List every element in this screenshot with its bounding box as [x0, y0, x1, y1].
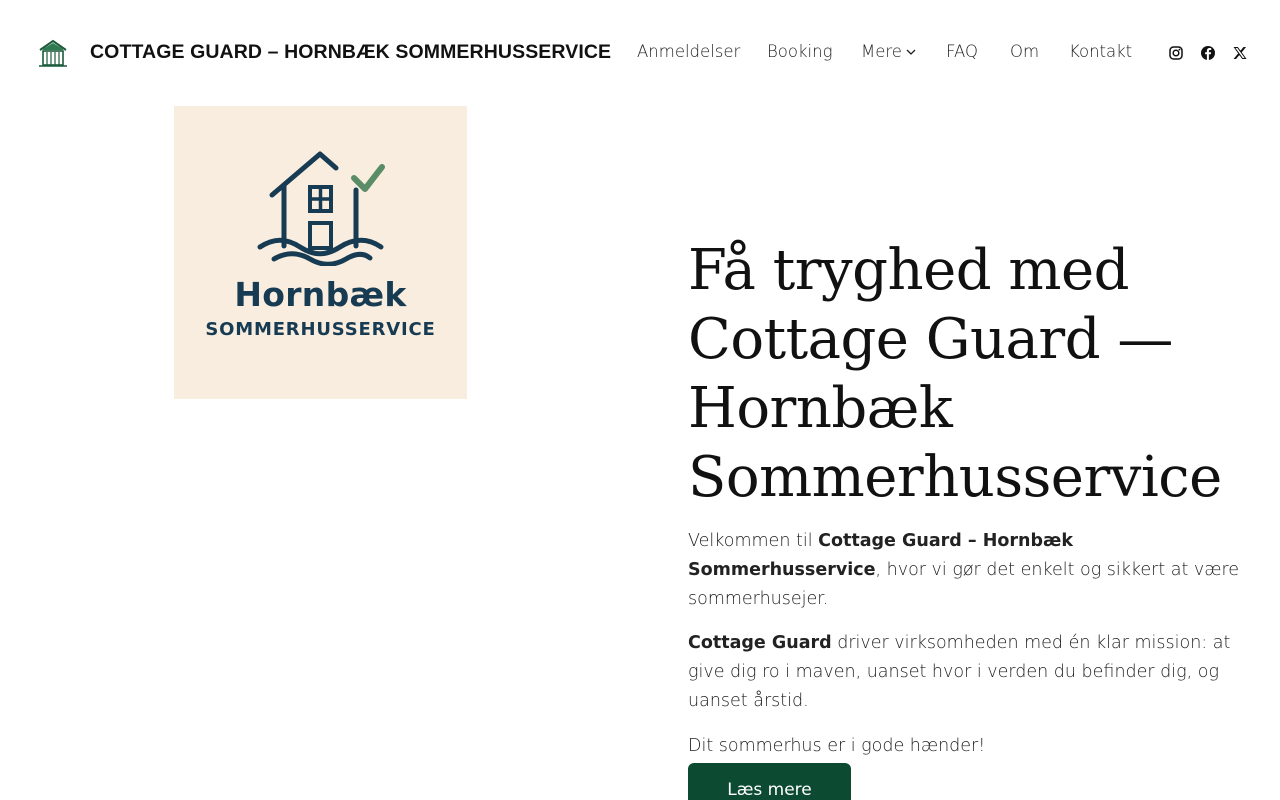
hero-logo-image: [174, 106, 467, 399]
intro-paragraph: [688, 527, 1248, 613]
mission-paragraph: [688, 629, 1248, 715]
intro-text-start: Velkommen til: [688, 531, 819, 551]
intro-text-end: , hvor vi gør det enkelt og sikkert at være sommerhusejer.: [688, 559, 1240, 609]
nav-item-om[interactable]: Om: [1010, 42, 1040, 61]
nav-item-kontakt[interactable]: Kontakt: [1069, 42, 1133, 61]
x-icon[interactable]: [1232, 45, 1248, 61]
nav-item-booking[interactable]: Booking: [767, 42, 833, 61]
mission-text: driver virksomheden med én klar mission: at give dig ro i maven, uanset hvor i verden du befinder dig, og uanset årstid.: [688, 633, 1231, 711]
site-header: [0, 0, 1280, 106]
intro-company-name: Cottage Guard – Hornbæk Sommerhusservice: [688, 531, 1074, 580]
logo-subword: SOMMERHUSSERVICE: [205, 319, 436, 340]
house-check-icon: [174, 106, 467, 266]
nav-item-anmeldelser[interactable]: Anmeldelser: [637, 42, 741, 61]
cottage-logo-icon[interactable]: [38, 39, 68, 67]
tagline-paragraph: Dit sommerhus er i gode hænder!: [688, 735, 986, 756]
logo-word: Hornbæk: [234, 275, 407, 314]
read-more-button[interactable]: Læs mere: [688, 763, 851, 800]
chevron-down-icon: [906, 49, 916, 55]
facebook-icon[interactable]: [1200, 45, 1216, 61]
nav-item-mere[interactable]: [861, 42, 916, 61]
mission-company-name: Cottage Guard: [688, 633, 832, 654]
nav-item-faq[interactable]: FAQ: [946, 42, 978, 61]
hero-body: [688, 527, 1248, 777]
nav-item-mere-label: Mere: [861, 42, 902, 61]
hero-heading: Få tryghed med Cottage Guard — Hornbæk Sommerhusservice: [688, 238, 1222, 510]
site-title[interactable]: COTTAGE GUARD – HORNBÆK SOMMERHUSSERVICE: [90, 41, 612, 63]
instagram-icon[interactable]: [1168, 45, 1184, 61]
